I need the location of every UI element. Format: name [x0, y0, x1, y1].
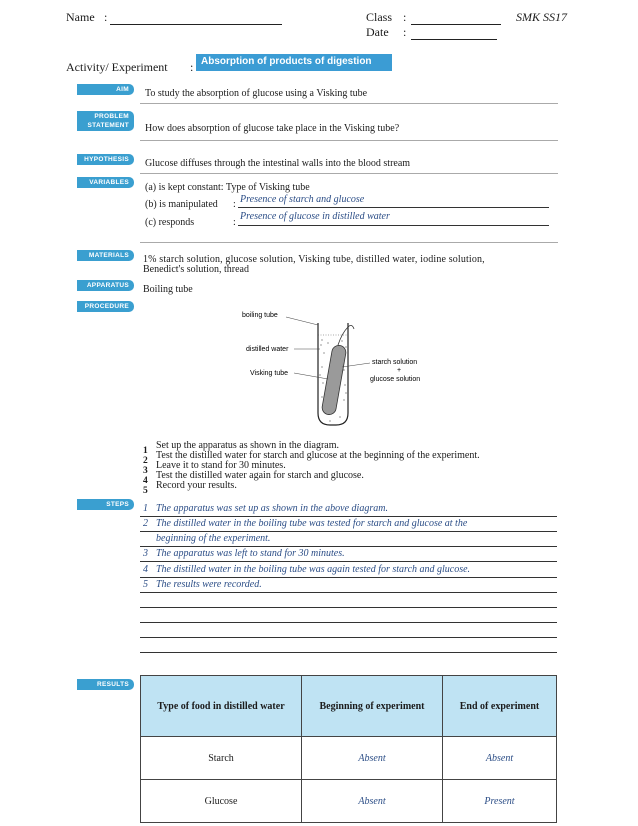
school-code: SMK SS17 [516, 10, 567, 24]
problem-text: How does absorption of glucose take place in the Visking tube? [145, 123, 400, 134]
variable-constant: (a) is kept constant: Type of Visking tube [145, 182, 310, 193]
date-label: Date [366, 25, 389, 39]
hypothesis-text: Glucose diffuses through the intestinal walls into the blood stream [145, 158, 411, 169]
step-answer-text[interactable]: beginning of the experiment. [156, 533, 271, 544]
label-starch-solution: starch solution [372, 359, 418, 366]
answer-line [140, 516, 557, 517]
table-row [141, 780, 557, 823]
step-answer-number: 1 [143, 503, 148, 514]
answer-line [140, 607, 557, 608]
table-cell-answer[interactable]: Absent [302, 780, 443, 823]
variable-manipulated-colon: : [233, 199, 236, 210]
label-glucose-solution: glucose solution [370, 376, 421, 383]
aim-text: To study the absorption of glucose using a Visking tube [145, 88, 368, 99]
variables-tag: VARIABLES [77, 177, 134, 188]
activity-label: Activity/ Experiment [66, 60, 168, 74]
variable-manipulated-answer[interactable]: Presence of starch and glucose [240, 194, 365, 205]
procedure-step: 4 Test the distilled water again for starch and glucose. [143, 470, 364, 486]
table-cell-answer[interactable]: Absent [443, 737, 557, 780]
activity-colon: : [190, 60, 194, 74]
step-answer-text[interactable]: The apparatus was set up as shown in the above diagram. [156, 503, 388, 514]
variable-responding-colon: : [233, 217, 236, 228]
procedure-tag: PROCEDURE [77, 301, 134, 312]
class-field[interactable] [411, 12, 501, 25]
procedure-step: 1 Set up the apparatus as shown in the diagram. [143, 440, 340, 456]
procedure-list [143, 440, 480, 496]
variable-responding-label: (c) responds [145, 217, 195, 228]
results-tag: RESULTS [77, 679, 134, 690]
problem-tag-line1: PROBLEM [94, 113, 129, 120]
label-boiling-tube: boiling tube [242, 312, 278, 319]
procedure-step: 3 Leave it to stand for 30 minutes. [143, 460, 286, 476]
name-colon: : [104, 10, 108, 24]
answer-line [140, 592, 557, 593]
activity-title: Absorption of products of digestion [196, 54, 392, 71]
class-label: Class [366, 10, 393, 24]
procedure-step: 2 Test the distilled water for starch and glucose at the beginning of the experiment. [143, 450, 480, 466]
answer-line [140, 561, 557, 562]
answer-line [140, 622, 557, 623]
step-answer-text[interactable]: The results were recorded. [156, 579, 262, 590]
hypothesis-tag: HYPOTHESIS [77, 154, 134, 165]
table-row [141, 737, 557, 780]
apparatus-tag: APPARATUS [77, 280, 134, 291]
label-distilled-water: distilled water [246, 346, 289, 353]
variable-manipulated-label: (b) is manipulated [145, 199, 218, 210]
date-field[interactable] [411, 27, 497, 40]
divider [140, 173, 558, 174]
answer-line [140, 546, 557, 547]
class-colon: : [403, 10, 407, 24]
answer-line [238, 225, 549, 226]
variable-responding-answer[interactable]: Presence of glucose in distilled water [240, 211, 390, 222]
divider [140, 242, 558, 243]
aim-tag: AIM [77, 84, 134, 95]
step-answer-text[interactable]: The distilled water in the boiling tube was again tested for starch and glucose. [156, 564, 471, 575]
procedure-step: 5 Record your results. [143, 480, 237, 496]
materials-line-2: Benedict's solution, thread [143, 264, 249, 275]
problem-statement-tag [77, 111, 134, 131]
table-cell-food: Glucose [141, 780, 302, 823]
table-cell-answer[interactable]: Absent [302, 737, 443, 780]
step-answer-text[interactable]: The distilled water in the boiling tube was tested for starch and glucose at the [156, 518, 468, 529]
label-visking-tube: Visking tube [250, 370, 289, 377]
answer-line [140, 577, 557, 578]
answer-line [238, 207, 549, 208]
divider [140, 140, 558, 141]
visking-tube-shape [321, 344, 347, 415]
step-answer-text[interactable]: The apparatus was left to stand for 30 minutes. [156, 548, 345, 559]
step-answer-number: 3 [143, 548, 148, 559]
label-plus: + [397, 367, 402, 374]
problem-tag-line2: STATEMENT [87, 122, 129, 129]
answer-line [140, 637, 557, 638]
leader-line [286, 317, 318, 325]
table-cell-answer[interactable]: Present [443, 780, 557, 823]
table-cell-food: Starch [141, 737, 302, 780]
date-colon: : [403, 25, 407, 39]
column-header: Beginning of experiment [302, 676, 443, 737]
leader-line [294, 373, 328, 379]
apparatus-diagram [230, 305, 450, 430]
step-answer-number: 5 [143, 579, 148, 590]
answer-line [140, 531, 557, 532]
results-table [140, 675, 557, 823]
step-answer-number: 4 [143, 564, 148, 575]
column-header: End of experiment [443, 676, 557, 737]
name-field[interactable] [110, 12, 282, 25]
table-header-row [141, 676, 557, 737]
materials-line-1: 1% starch solution, glucose solution, Visking tube, distilled water, iodine solution, [143, 254, 485, 265]
step-answer-number: 2 [143, 518, 148, 529]
divider [140, 103, 558, 104]
steps-tag: STEPS [77, 499, 134, 510]
answer-line [140, 652, 557, 653]
column-header: Type of food in distilled water [141, 676, 302, 737]
name-label: Name [66, 10, 95, 24]
leader-line [342, 363, 370, 367]
apparatus-text: Boiling tube [143, 284, 193, 295]
materials-tag: MATERIALS [77, 250, 134, 261]
